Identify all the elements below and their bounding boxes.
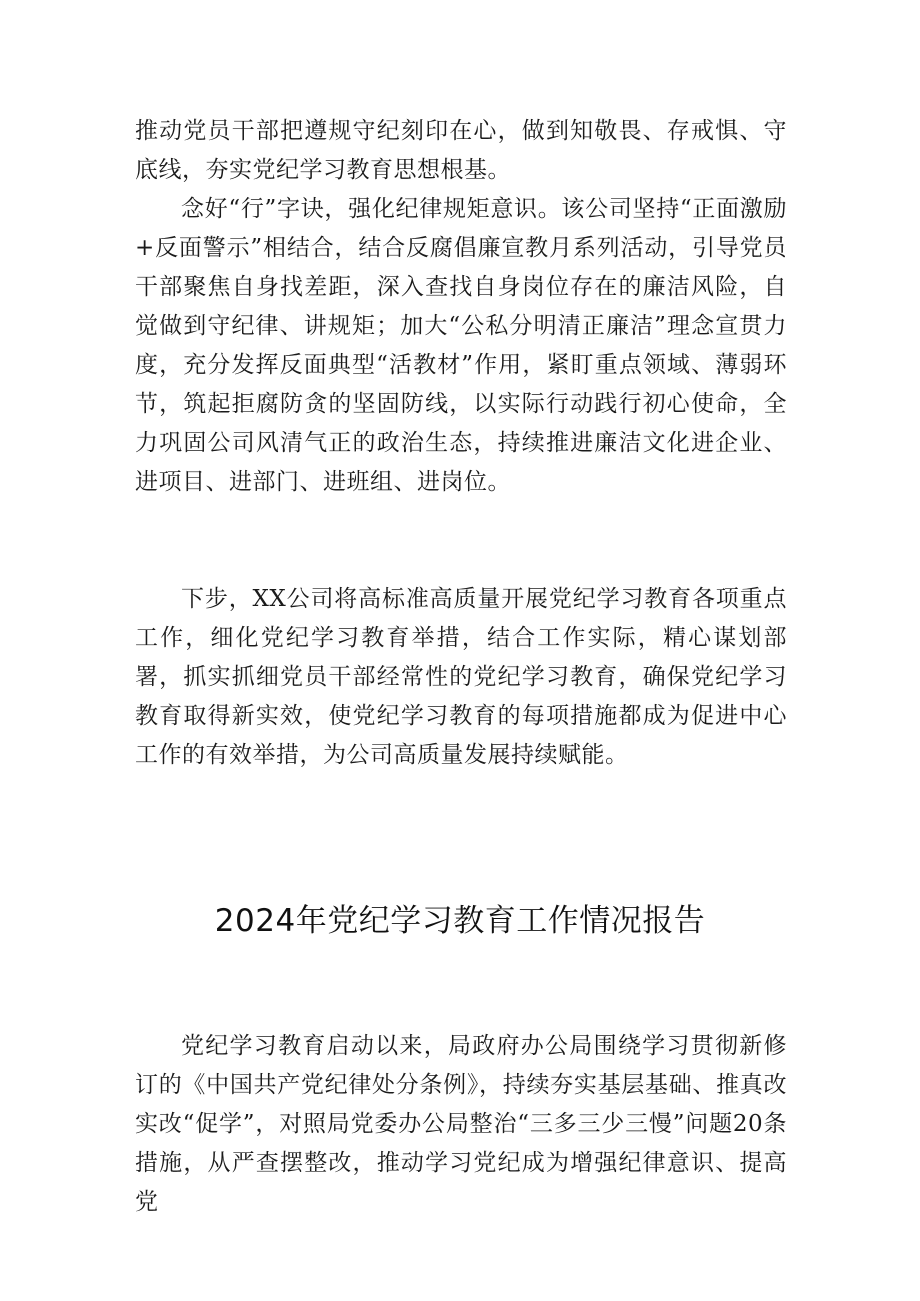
body-paragraph-3: 下步，XX公司将高标准高质量开展党纪学习教育各项重点工作，细化党纪学习教育举措，结合工作实际，精心谋划部署，抓实抓细党员干部经常性的党纪学习教育，确保党纪学习教育取得新实效，使党纪学习教育的每项措施都成为促进中心工作的有效举措，为公司高质量发展持续赋能。 bbox=[135, 586, 787, 768]
report-title: 2024年党纪学习教育工作情况报告 bbox=[214, 903, 706, 939]
body-paragraph-4: 党纪学习教育启动以来，局政府办公局围绕学习贯彻新修订的《中国共产党纪律处分条例》，持续夯实基层基础、推真改实改“促学”，对照局党委办公局整治“三多三少三慢”问题20条措施，从严查摆整改，推动学习党纪成为增强纪律意识、提高党 bbox=[135, 1033, 787, 1215]
body-paragraph-1: 推动党员干部把遵规守纪刻印在心，做到知敬畏、存戒惧、守底线，夯实党纪学习教育思想根基。 bbox=[135, 118, 787, 183]
body-paragraph-2: 念好“行”字诀，强化纪律规矩意识。该公司坚持“正面激励+反面警示”相结合，结合反腐倡廉宣教月系列活动，引导党员干部聚焦自身找差距，深入查找自身岗位存在的廉洁风险，自觉做到守纪律、讲规矩；加大“公私分明清正廉洁”理念宣贯力度，充分发挥反面典型“活教材”作用，紧盯重点领域、薄弱环节，筑起拒腐防贪的坚固防线，以实际行动践行初心使命，全力巩固公司风清气正的政治生态，持续推进廉洁文化进企业、进项目、进部门、进班组、进岗位。 bbox=[135, 196, 787, 495]
